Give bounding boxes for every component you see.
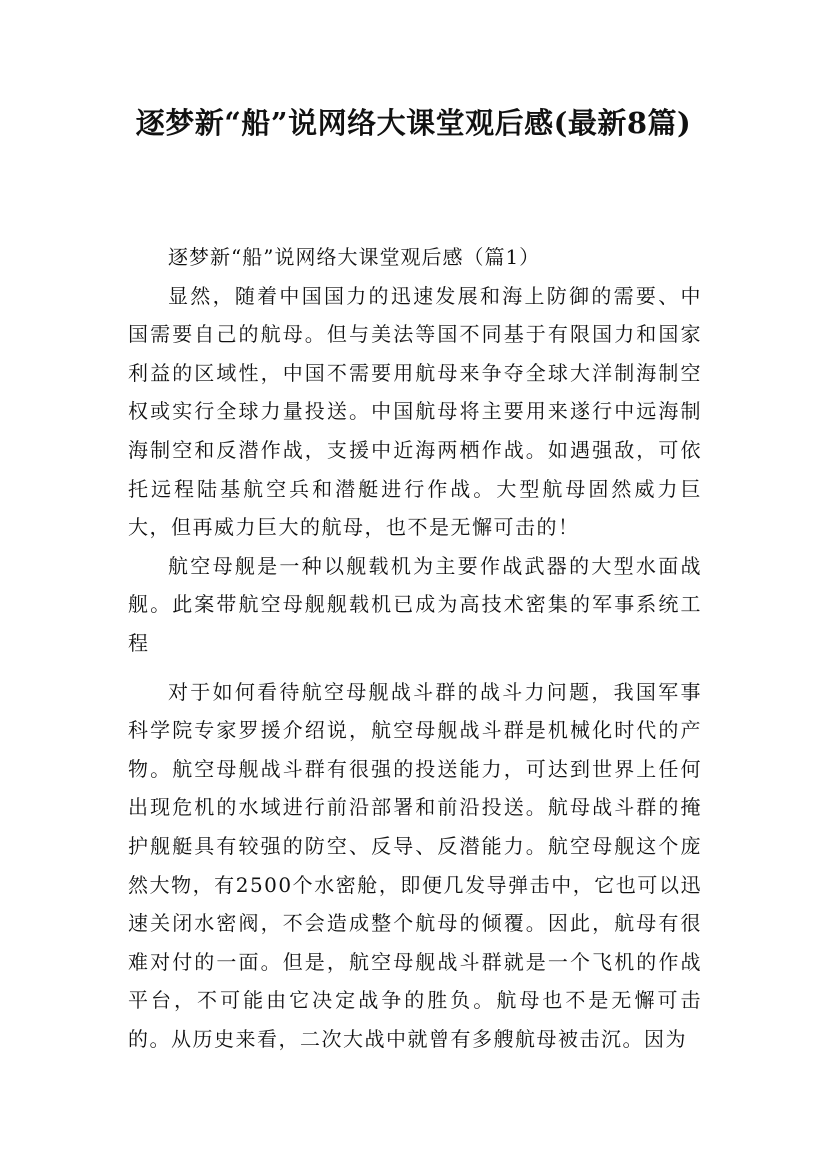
document-body bbox=[128, 238, 702, 1058]
document-title: 逐梦新“船”说网络大课堂观后感(最新8篇) bbox=[135, 106, 692, 140]
paragraph-1: 显然，随着中国国力的迅速发展和海上防御的需要、中国需要自己的航母。但与美法等国不同基于有限国力和国家利益的区域性，中国不需要用航母来争夺全球大洋制海制空权或实行全球力量投送。中国航母将主要用来遂行中远海制海制空和反潜作战，支援中近海两栖作战。如遇强敌，可依托远程陆基航空兵和潜艇进行作战。大型航母固然威力巨大，但再威力巨大的航母，也不是无懈可击的！ bbox=[128, 283, 702, 540]
paragraph-2: 航空母舰是一种以舰载机为主要作战武器的大型水面战舰。此案带航空母舰舰载机已成为高技术密集的军事系统工程 bbox=[128, 553, 702, 655]
paragraph-3: 对于如何看待航空母舰战斗群的战斗力问题，我国军事科学院专家罗援介绍说，航空母舰战斗群是机械化时代的产物。航空母舰战斗群有很强的投送能力，可达到世界上任何出现危机的水域进行前沿部署和前沿投送。航母战斗群的掩护舰艇具有较强的防空、反导、反潜能力。航空母舰这个庞然大物，有2500个水密舱，即便几发导弹击中，它也可以迅速关闭水密阀，不会造成整个航母的倾覆。因此，航母有很难对付的一面。但是，航空母舰战斗群就是一个飞机的作战平台，不可能由它决定战争的胜负。航母也不是无懈可击的。从历史来看，二次大战中就曾有多艘航母被击沉。因为 bbox=[128, 679, 702, 1051]
section-heading: 逐梦新“船”说网络大课堂观后感（篇1） bbox=[168, 245, 541, 269]
